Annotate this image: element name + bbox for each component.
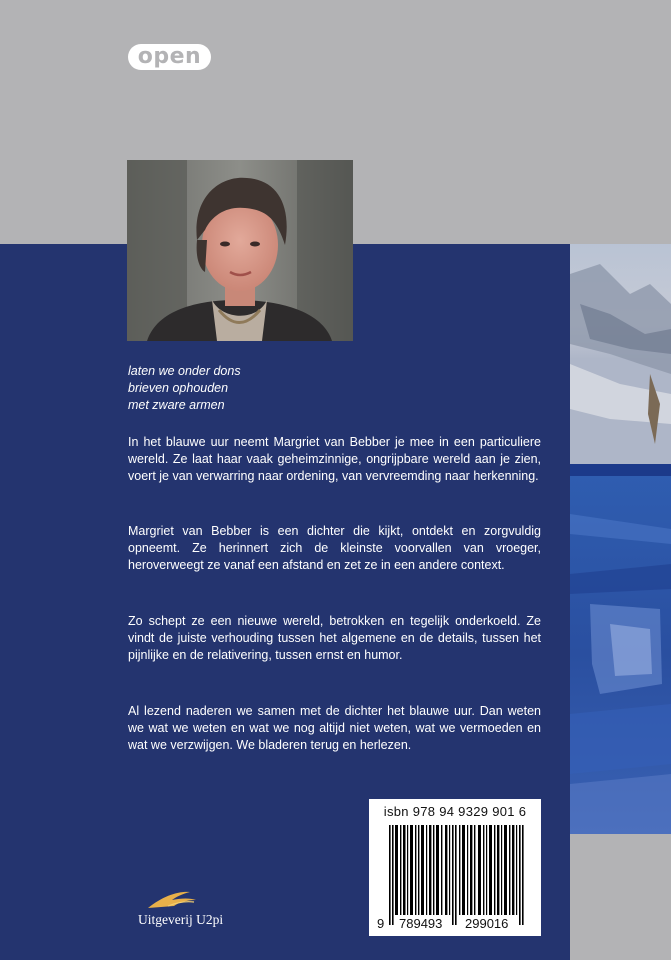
barcode-digits-right: 299016	[465, 916, 509, 931]
blurb-paragraph-1: In het blauwe uur neemt Margriet van Bebber je mee in een particuliere wereld. Ze laat haar vaak geheimzinnige, ongrijpbare wereld aan je zien, voert je van verwarring naar ordening, van vervreemding naar herkenning.	[128, 435, 541, 484]
blurb-paragraph-3: Zo schept ze een nieuwe wereld, betrokken en tegelijk onderkoeld. Ze vindt de juiste verhouding tussen het algemene en de details, tussen het pijnlijke en de relativering, tussen ernst en humor.	[128, 614, 541, 663]
barcode-digit-first: 9	[377, 916, 385, 931]
publisher-wings-icon	[138, 886, 222, 910]
painting-detail	[570, 244, 671, 834]
poem-excerpt	[128, 363, 241, 414]
series-logo-open: open	[128, 44, 211, 70]
poem-line: laten we onder dons	[128, 364, 241, 378]
barcode-bars	[385, 825, 535, 925]
publisher-logo	[138, 886, 222, 940]
blurb-paragraph-4: Al lezend naderen we samen met de dichter het blauwe uur. Dan weten we wat we weten en wat we nog altijd niet weten, wat we vermoeden en wat we verzwijgen. We bladeren terug en herlezen.	[128, 704, 541, 753]
isbn-label: isbn 978 94 9329 901 6	[383, 804, 527, 819]
publisher-name: Uitgeverij U2pi	[138, 912, 224, 927]
barcode-digits-left: 789493	[399, 916, 443, 931]
author-photo	[127, 160, 353, 341]
poem-line: brieven ophouden	[128, 381, 229, 395]
poem-line: met zware armen	[128, 398, 225, 412]
isbn-barcode	[369, 799, 541, 936]
blurb-paragraph-2: Margriet van Bebber is een dichter die kijkt, ontdekt en zorgvuldig opneemt. Ze herinnert zich de kleinste voorvallen van vroeger, heroverweegt ze vanaf een afstand en zet ze in een andere context.	[128, 524, 541, 573]
bottom-right-gray-area	[570, 834, 671, 960]
